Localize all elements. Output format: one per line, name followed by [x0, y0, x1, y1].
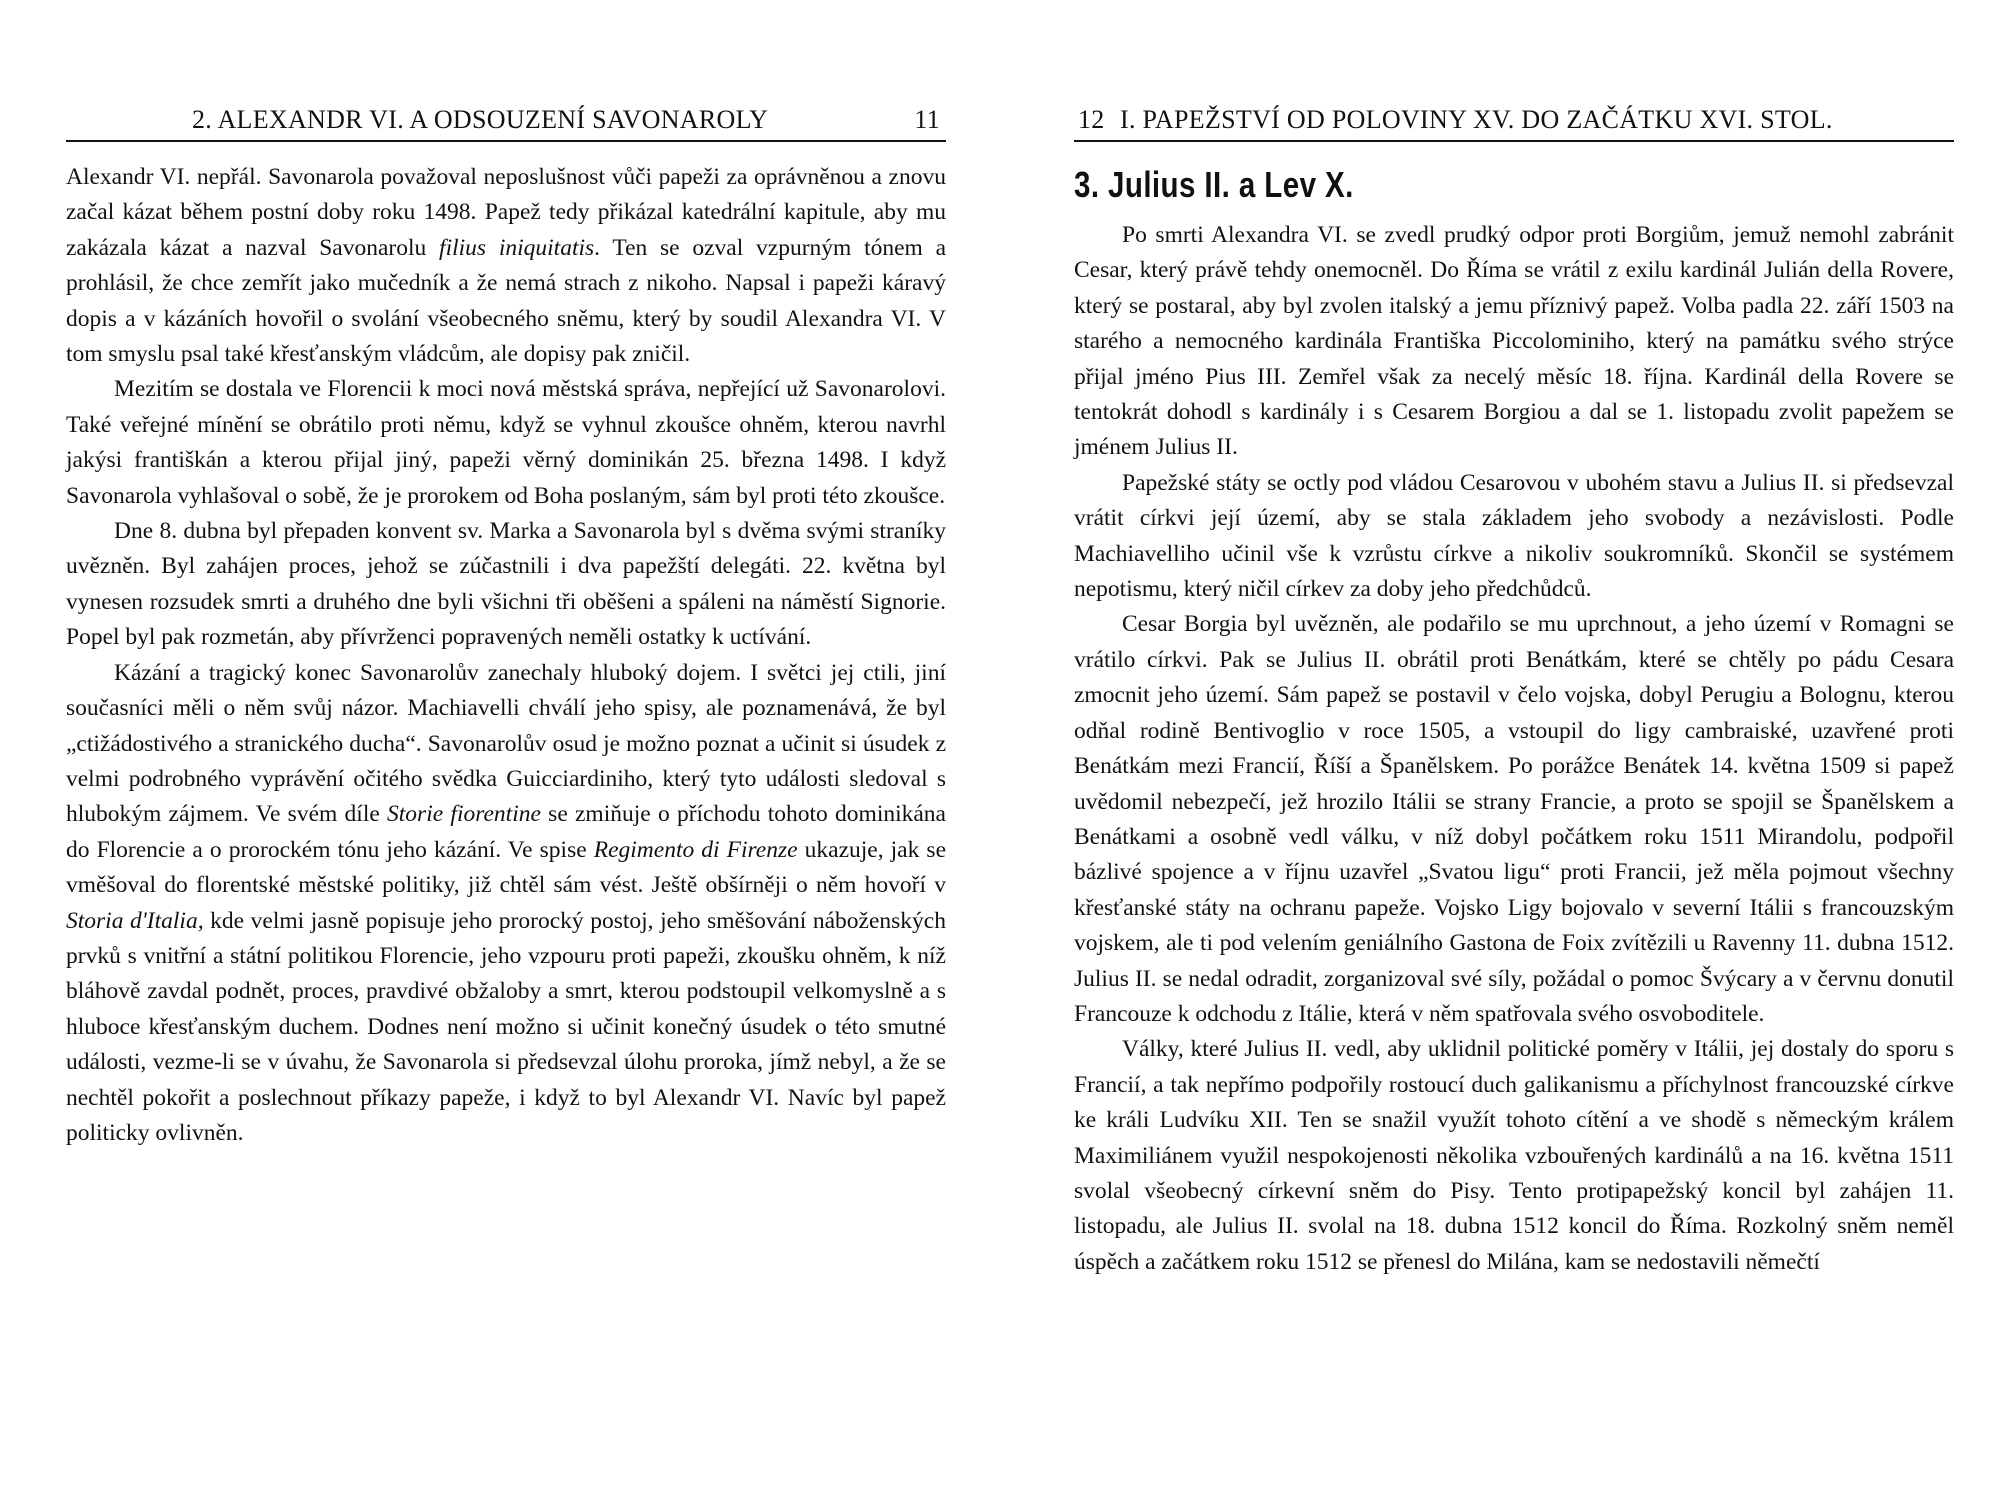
text-run: se zmiňuje o příchodu tohoto dominikána do Florencie a o prorockém tónu jeho kázání. Ve spise [66, 801, 946, 863]
right-page [1074, 0, 1954, 1500]
running-header [66, 100, 946, 142]
paragraph [66, 160, 946, 372]
paragraph [66, 514, 946, 656]
text-run: . Ten se ozval vzpurným tónem a prohlásil, že chce zemřít jako mučedník a že nemá strach z nikoho. Napsal i papeži káravý dopis a v kázáních hovořil o svolání všeobecného sněmu, který by soudil Alexandra VI. V tom smyslu psal také křesťanským vládcům, ale dopisy pak zničil. [66, 234, 947, 368]
paragraph [66, 656, 946, 1152]
body-text [1074, 218, 1954, 1280]
running-header [1074, 100, 1954, 142]
paragraph: Války, které Julius II. vedl, aby uklidnil politické poměry v Itálii, jej dostaly do sporu s Francií, a tak nepřímo podpořily rostoucí duch galikanismu a příchylnost francouzské církve ke králi Ludvíku XII. Ten se snažil využít tohoto cítění a ve shodě s německým králem Maximiliánem využil nespokojenosti několika vzbouřených kardinálů a na 16. května 1511 svolal všeobecný církevní sněm do Pisy. Tento protipapežský koncil byl zahájen 11. listopadu, ale Julius II. svolal na 18. dubna 1512 koncil do Říma. Rozkolný sněm neměl úspěch a začátkem roku 1512 se přenesl do Milána, kam se nedostavili němečtí [1074, 1036, 1954, 1275]
italic-title: Storia d'Italia, [66, 907, 204, 934]
paragraph: Papežské státy se octly pod vládou Cesarovou v ubohém stavu a Julius II. si předsevzal vrátit církvi její území, aby se stala základem jeho svobody a nezávislosti. Podle Machiavelliho učinil vše k vzrůstu církve a nikoliv soukromníků. Skončil se systémem nepotismu, který ničil církev za doby jeho předchůdců. [1074, 469, 1954, 603]
page-number: 11 [914, 105, 940, 134]
body-text [66, 160, 946, 1151]
text-run: Alexandr VI. nepřál. Savonarola považoval neposlušnost vůči papeži za oprávněnou a znovu začal kázat během postní doby roku 1498. Papež tedy přikázal katedrální kapitule, aby mu zakázala kázat a nazval Savonarolu [66, 164, 946, 261]
paragraph: Po smrti Alexandra VI. se zvedl prudký odpor proti Borgiům, jemuž nemohl zabránit Cesar, který právě tehdy onemocněl. Do Říma se vrátil z exilu kardinál Julián della Rovere, který se postaral, aby byl zvolen italský a jemu příznivý papež. Volba padla 22. září 1503 na starého a nemocného kardinála Františka Piccolominiho, který na památku svého strýce přijal jméno Pius III. Zemřel však za necelý měsíc 18. října. Kardinál della Rovere se tentokrát dohodl s kardinály i s Cesarem Borgiou a dal se 1. listopadu zvolit papežem se jménem Julius II. [1074, 222, 1954, 461]
italic-title: Storie fiorentine [387, 801, 541, 828]
left-page [66, 0, 946, 1500]
page-number: 12 [1078, 105, 1105, 134]
text-run: Mezitím se dostala ve Florencii k moci nová městská správa, nepřející už Savonarolovi. Také veřejné mínění se obrátilo proti němu, když se vyhnul zkoušce ohněm, kterou navrhl jakýsi františkán a kterou přijal jiný, papeži věrný dominikán 25. března 1498. I když Savonarola vyhlašoval o sobě, že je prorokem od Boha poslaným, sám byl proti této zkoušce. [66, 376, 946, 509]
part-title: I. PAPEŽSTVÍ OD POLOVINY XV. DO ZAČÁTKU XVI. STOL. [1120, 105, 1833, 134]
section-heading: 3. Julius II. a Lev X. [1074, 164, 1354, 205]
italic-term: filius iniquitatis [439, 234, 595, 261]
text-run: kde velmi jasně popisuje jeho prorocký postoj, jeho směšování náboženských prvků s vnitřní a státní politikou Florencie, jeho vzpouru proti papeži, zkoušku ohněm, k níž bláhově zavdal podnět, proces, pravdivé obžaloby a smrt, kterou podstoupil velkomyslně a s hluboce křesťanským duchem. Dodnes není možno si učinit konečný úsudek o této smutné události, vezme-li se v úvahu, že Savonarola si předsevzal úlohu proroka, jímž nebyl, a že se nechtěl pokořit a poslechnout příkazy papeže, i když to byl Alexandr VI. Navíc byl papež politicky ovlivněn. [66, 907, 946, 1146]
text-run: ukazuje, jak se vměšoval do florentské městské politiky, již chtěl sám vést. Ještě obšírněji o něm hovoří v [66, 836, 947, 899]
paragraph: Cesar Borgia byl uvězněn, ale podařilo se mu uprchnout, a jeho území v Romagni se vrátilo církvi. Pak se Julius II. obrátil proti Benátkám, které se chtěly po pádu Cesara zmocnit jeho území. Sám papež se postavil v čelo vojska, dobyl Perugiu a Bolognu, kterou odňal rodině Bentivoglio v roce 1505, a vstoupil do ligy cambraiské, uzavřené proti Benátkám mezi Francií, Říší a Španělskem. Po porážce Benátek 14. května 1509 si papež uvědomil nebezpečí, jež hrozilo Itálii se strany Francie, a proto se spojil se Španělskem a Benátkami a osobně vedl válku, v níž dobyl počátkem roku 1511 Mirandolu, podpořil bázlivé spojence a v říjnu uzavřel „Svatou ligu“ proti Francii, jež měla pojmout všechny křesťanské státy na ochranu papeže. Vojsko Ligy bojovalo v severní Itálii s francouzským vojskem, ale ti pod velením geniálního Gastona de Foix zvítězili u Ravenny 11. dubna 1512. Julius II. se nedal odradit, zorganizoval své síly, požádal o pomoc Švýcary a v červnu donutil Francouze k odchodu z Itálie, která v něm spatřovala svého osvoboditele. [1074, 611, 1954, 1027]
paragraph [66, 372, 946, 514]
text-run: Kázání a tragický konec Savonarolův zanechaly hluboký dojem. I světci jej ctili, jiní současníci měli o něm svůj názor. Machiavelli chválí jeho spisy, ale poznamenává, že byl „ctižádostivého a stranického ducha“. Savonarolův osud je možno poznat a učinit si úsudek z velmi podrobného vyprávění očitého svědka Guicciardiniho, který tyto události sledoval s hlubokým zájmem. Ve svém díle [66, 659, 946, 828]
text-run: Dne 8. dubna byl přepaden konvent sv. Marka a Savonarola byl s dvěma svými straníky uvězněn. Byl zahájen proces, jehož se zúčastnili i dva papežští delegáti. 22. května byl vynesen rozsudek smrti a druhého dne byli všichni tři oběšeni a spáleni na náměstí Signorie. Popel byl pak rozmetán, aby přívrženci popravených neměli ostatky k uctívání. [66, 518, 946, 651]
chapter-title: 2. ALEXANDR VI. A ODSOUZENÍ SAVONAROLY [192, 105, 769, 134]
italic-title: Regimento di Firenze [593, 836, 798, 863]
